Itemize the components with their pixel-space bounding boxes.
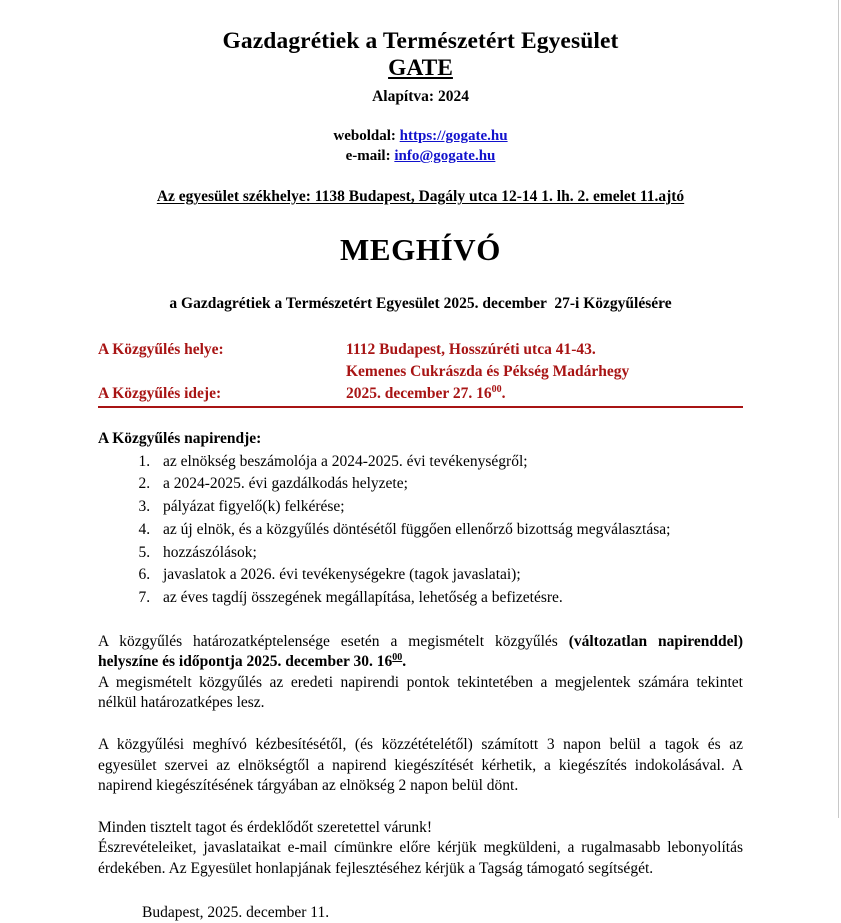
invitation-title: MEGHÍVÓ — [340, 232, 501, 268]
meeting-time-label: A Közgyűlés ideje: — [98, 385, 222, 403]
meeting-venue-row — [98, 361, 743, 383]
meeting-venue-name: Kemenes Cukrászda és Pékség Madárhegy — [346, 363, 630, 381]
meeting-time-value — [346, 383, 743, 405]
agenda-item: 6. javaslatok a 2026. évi tevékenységekre (tagok javaslatai); — [154, 564, 743, 587]
invitation-subtitle: a Gazdagrétiek a Természetért Egyesület 2025. december 27-i Közgyűlésére — [169, 295, 672, 313]
agenda-item: 4. az új elnök, és a közgyűlés döntésétől függően ellenőrző bizottság megválasztása; — [154, 519, 743, 542]
agenda-item: 1. az elnökség beszámolója a 2024-2025. évi tevékenységről; — [154, 451, 743, 474]
organization-acronym: GATE — [388, 55, 453, 82]
founded-year: Alapítva: 2024 — [372, 87, 469, 105]
agenda-item: 3. pályázat figyelő(k) felkérése; — [154, 496, 743, 519]
repeat-meeting-bold-end: . — [402, 653, 407, 671]
email-label: e-mail: — [345, 148, 391, 165]
email-link[interactable]: info@gogate.hu — [394, 148, 496, 165]
meeting-place-label-empty — [98, 361, 346, 383]
website-label: weboldal: — [333, 128, 396, 145]
repeat-meeting-intro: A közgyűlés határozatképtelensége esetén a megismételt közgyűlés — [98, 633, 569, 651]
website-link[interactable]: https://gogate.hu — [399, 128, 508, 145]
registered-seat-line: Az egyesület székhelye: 1138 Budapest, Dagály utca 12-14 1. lh. 2. emelet 11.ajtó — [156, 187, 685, 205]
contact-block — [98, 127, 743, 167]
agenda-heading: A Közgyűlés napirendje: — [98, 430, 262, 448]
meeting-place-address: 1112 Budapest, Hosszúréti utca 41-43. — [346, 341, 596, 359]
agenda-item: 7. az éves tagdíj összegének megállapítása, lehetőség a befizetésre. — [154, 587, 743, 610]
welcome-paragraph: Minden tisztelt tagot és érdeklődőt szeretettel várunk! — [98, 819, 432, 837]
website-line — [98, 127, 743, 147]
repeat-meeting-quorum-paragraph: A megismételt közgyűlés az eredeti napirendi pontok tekintetében a megjelentek számára tekintet nélkül határozatképes lesz. — [98, 673, 743, 711]
meeting-time-superscript: 00 — [491, 384, 502, 396]
agenda-item: 5. hozzászólások; — [154, 542, 743, 565]
repeat-meeting-paragraph — [98, 632, 743, 673]
email-line — [98, 147, 743, 167]
feedback-paragraph: Észrevételeiket, javaslataikat e-mail címünkre előre kérjük megküldeni, a rugalmasabb lebonyolítás érdekében. Az Egyesület honlapjának fejlesztéséhez kérjük a Tagság támogató segítségét. — [98, 839, 743, 877]
closing-date: Budapest, 2025. december 11. — [142, 903, 330, 921]
repeat-meeting-bold-agenda: (változatlan napirenddel) — [568, 633, 743, 651]
organization-title: Gazdagrétiek a Természetért Egyesület — [222, 28, 619, 54]
meeting-details — [98, 339, 743, 408]
agenda-amendment-paragraph: A közgyűlési meghívó kézbesítésétől, (és közzétételétől) számított 3 napon belül a tagok és az egyesület szervei az elnökségtől a napirend kiegészítését kérhetik, a kiegészítés indokolásával. A napirend kiegészítésének tárgyában az elnökség 2 napon belül dönt. — [98, 736, 743, 794]
repeat-meeting-time-superscript: 00 — [392, 652, 403, 664]
agenda-item: 2. a 2024-2025. évi gazdálkodás helyzete; — [154, 473, 743, 496]
meeting-time-main: 2025. december 27. 16 — [346, 385, 492, 403]
document-page — [98, 0, 743, 923]
repeat-meeting-bold-datetime: helyszíne és időpontja 2025. december 30. 16 — [98, 653, 393, 671]
meeting-time-end: . — [501, 385, 506, 403]
agenda-list — [98, 451, 743, 610]
page-frame-right-edge — [838, 0, 839, 818]
meeting-time-row — [98, 383, 743, 408]
meeting-place-row — [98, 339, 743, 361]
meeting-place-label: A Közgyűlés helye: — [98, 341, 224, 359]
